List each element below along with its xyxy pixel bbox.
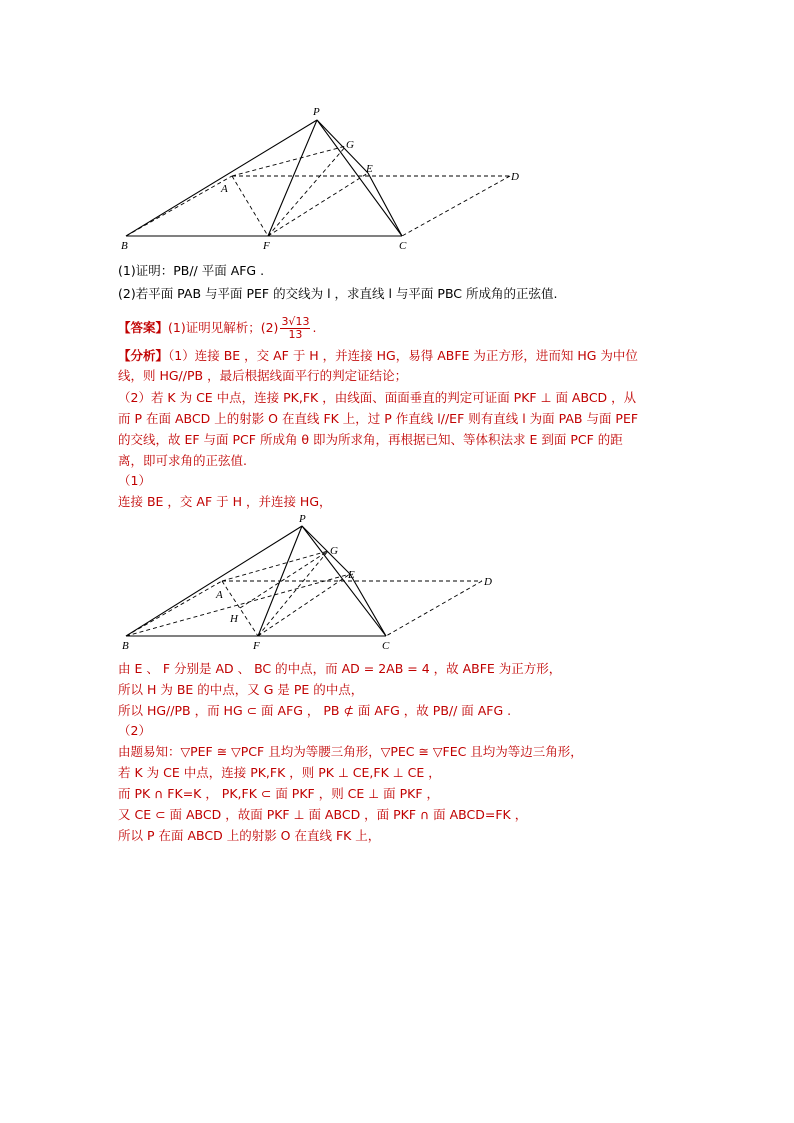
label-f: F: [253, 640, 260, 652]
label-p: P: [313, 106, 320, 118]
label-c: C: [382, 640, 390, 652]
solution-part-1-line-1: 连接 BE ，交 AF 于 H ，并连接 HG，: [118, 494, 332, 509]
solution-part-2-line-1: 由题易知：▽PEF ≅ ▽PCF 且均为等腰三角形，▽PEC ≅ ▽FEC 且均为等边三角形，: [118, 744, 583, 759]
figure-1: [110, 100, 530, 260]
solution-part-2-line-3: 而 PK ∩ FK=K ， PK,FK ⊂ 面 PKF ，则 CE ⊥ 面 PKF ，: [118, 786, 440, 801]
label-a: A: [216, 589, 223, 601]
analysis-line-5: 的交线，故 EF 与面 PCF 所成角 θ 即为所求角，再根据已知、等体积法求 E 到面 PCF 的距: [118, 432, 623, 447]
solution-part-1-line-4: 所以 HG//PB ，而 HG ⊂ 面 AFG ， PB ⊄ 面 AFG ，故 PB// 面 AFG .: [118, 703, 512, 718]
label-g: G: [346, 139, 354, 151]
label-p: P: [299, 513, 306, 525]
analysis-line-4: 而 P 在面 ABCD 上的射影 O 在直线 FK 上，过 P 作直线 l//EF 则有直线 l 为面 PAB 与面 PEF: [118, 411, 639, 426]
label-e: E: [348, 569, 355, 581]
analysis-line-3: （2）若 K 为 CE 中点，连接 PK,FK ，由线面、面面垂直的判定可证面 PKF ⊥ 面 ABCD ，从: [118, 390, 637, 405]
answer-tail: .: [312, 320, 317, 335]
pyramid-diagram-1: [110, 100, 530, 260]
label-f: F: [263, 240, 270, 252]
analysis-line-1: [118, 347, 638, 365]
figure-2: [112, 508, 512, 658]
label-g: G: [330, 545, 338, 557]
pyramid-diagram-2: [112, 508, 512, 658]
analysis-line-6: 离，即可求角的正弦值.: [118, 453, 247, 468]
answer-text: (1)证明见解析；(2): [168, 320, 279, 335]
solution-part-2-line-4: 又 CE ⊂ 面 ABCD ，故面 PKF ⊥ 面 ABCD ，面 PKF ∩ 面 ABCD=FK ，: [118, 807, 528, 822]
analysis-line-1-text: （1）连接 BE ，交 AF 于 H ，并连接 HG，易得 ABFE 为正方形，进而知 HG 为中位: [168, 348, 638, 363]
label-b: B: [122, 640, 129, 652]
label-d: D: [511, 171, 519, 183]
analysis-tag: 【分析】: [118, 348, 169, 363]
answer-fraction: [280, 316, 310, 341]
answer-tag: 【答案】: [118, 320, 169, 335]
solution-part-1-line-2: 由 E 、 F 分别是 AD 、 BC 的中点，而 AD = 2AB = 4 ，故 ABFE 为正方形，: [118, 661, 562, 676]
label-d: D: [484, 576, 492, 588]
label-b: B: [121, 240, 128, 252]
answer-fraction-numerator: 3√13: [281, 315, 310, 328]
label-c: C: [399, 240, 407, 252]
answer-fraction-denominator: 13: [288, 328, 303, 341]
analysis-line-2: 线，则 HG//PB ，最后根据线面平行的判定证结论；: [118, 368, 408, 383]
solution-part-2-line-2: 若 K 为 CE 中点，连接 PK,FK ，则 PK ⊥ CE,FK ⊥ CE ，: [118, 765, 441, 780]
solution-part-2-head: （2）: [118, 723, 151, 738]
answer-line: [118, 313, 316, 343]
label-a: A: [221, 183, 228, 195]
solution-part-1-line-3: 所以 H 为 BE 的中点，又 G 是 PE 的中点，: [118, 682, 364, 697]
question-part-1: (1)证明：PB// 平面 AFG .: [118, 263, 265, 278]
solution-part-2-line-5: 所以 P 在面 ABCD 上的射影 O 在直线 FK 上，: [118, 828, 381, 843]
solution-part-1-head: （1）: [118, 473, 151, 488]
label-h: H: [230, 613, 238, 625]
question-part-2: (2)若平面 PAB 与平面 PEF 的交线为 l ，求直线 l 与平面 PBC 所成角的正弦值.: [118, 286, 558, 301]
label-e: E: [366, 163, 373, 175]
